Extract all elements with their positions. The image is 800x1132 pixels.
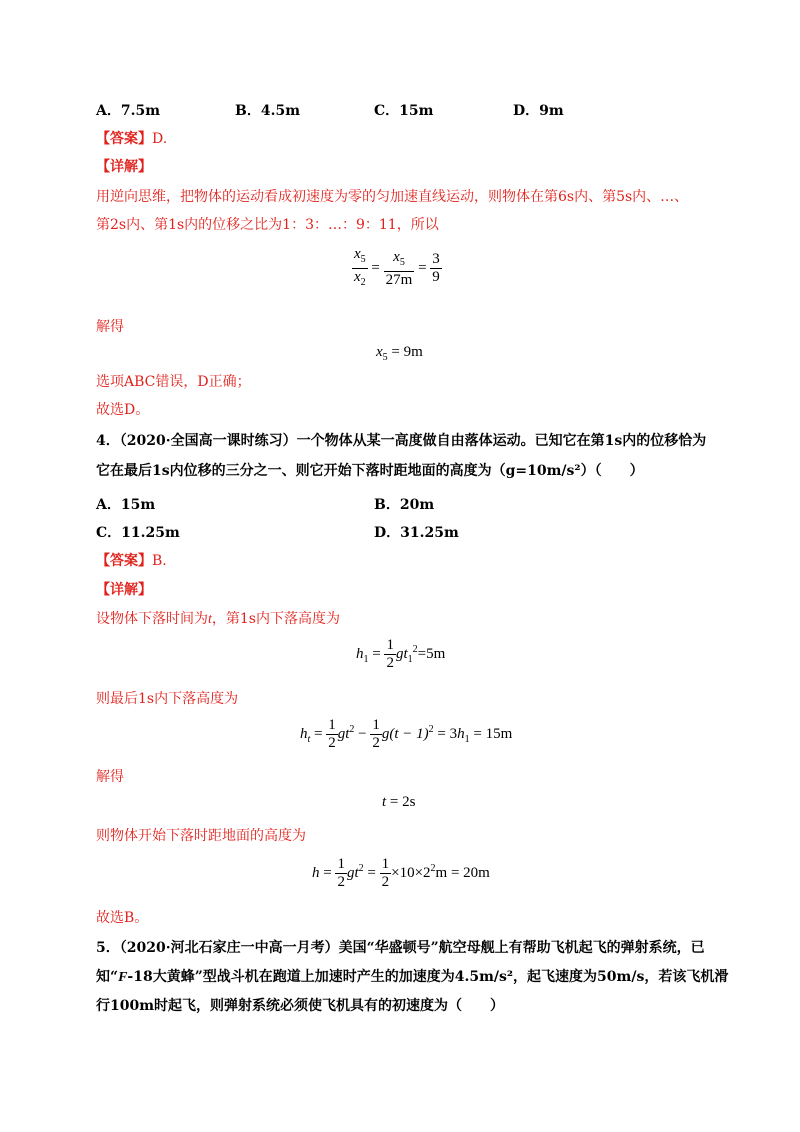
q3-solve-label: 解得 — [96, 319, 124, 335]
q3-detail-label — [96, 157, 152, 177]
q5-stem-line-3: 行100m时起飞，则弹射系统必须使飞机具有的初速度为（ ） — [96, 998, 505, 1014]
q4-equation-ht: $h_t$ = $\frac{1}{2}$ $gt^2$ − $\frac{1}{2}$ $g(t - 1)^2 = 3h_1 = 15m$ — [300, 717, 513, 751]
answer-value: D. — [152, 131, 168, 147]
q3-equation-result: $x_5 = 9m$ — [376, 344, 423, 363]
fraction: $\frac{3}{9}$ — [432, 251, 440, 285]
q3-conclusion-2: 故选D。 — [96, 402, 150, 418]
q4-option-b: B．20m — [374, 497, 435, 513]
q3-answer — [96, 129, 167, 149]
q4-stem-line-2: 它在最后1s内位移的三分之一、则它开始下落时距地面的高度为（g=10m/s²）（ ） — [96, 463, 644, 479]
q4-answer — [96, 551, 167, 571]
q4-explain-line-3: 则物体开始下落时距地面的高度为 — [96, 828, 306, 844]
q4-solve-label: 解得 — [96, 769, 124, 785]
q3-option-a: A．7.5m — [96, 103, 161, 119]
fraction: $\frac{x_5}{27m}$ — [385, 248, 413, 288]
fraction: $\frac{1}{2}$ — [386, 637, 394, 671]
fraction: $\frac{1}{2}$ — [372, 717, 380, 751]
q4-equation-t: t = 2s — [382, 794, 416, 810]
q4-option-a: A．15m — [96, 497, 156, 513]
q4-equation-h1: $h_1$ = $\frac{1}{2}$ $gt_1^2=5m$ — [356, 637, 446, 671]
q3-explain-line-2: 第2s内、第1s内的位移之比为1：3：…：9：11，所以 — [96, 217, 439, 233]
fraction: $\frac{1}{2}$ — [328, 717, 336, 751]
q4-option-d: D．31.25m — [374, 525, 459, 541]
q3-option-b: B．4.5m — [235, 103, 301, 119]
detail-label: 【详解】 — [96, 159, 152, 175]
answer-label: 【答案】 — [96, 553, 152, 569]
q3-option-c: C．15m — [374, 103, 434, 119]
q4-option-c: C．11.25m — [96, 525, 180, 541]
q5-stem-line-2: 知“F-18大黄蜂”型战斗机在跑道上加速时产生的加速度为4.5m/s²，起飞速度为50m/s，若该飞机滑 — [96, 969, 729, 985]
q5-stem-line-1: 5．（2020·河北石家庄一中高一月考）美国“华盛顿号”航空母舰上有帮助飞机起飞的弹射系统，已 — [96, 940, 705, 956]
fraction: $\frac{1}{2}$ — [381, 856, 390, 890]
q4-detail-label — [96, 580, 152, 600]
q4-explain-line-2: 则最后1s内下落高度为 — [96, 691, 239, 707]
q3-option-d: D．9m — [513, 103, 564, 119]
q3-equation-ratio: $\frac{x_5}{x_2}$ = $\frac{x_5}{27m}$ = $\frac{3}{9}$ — [352, 246, 442, 291]
q4-equation-h: h = $\frac{1}{2}$ $gt^2$ = $\frac{1}{2}$ $\times 10\times 2^2m = 20m$ — [312, 856, 490, 890]
fraction: $\frac{1}{2}$ — [337, 856, 345, 890]
q4-stem-line-1: 4．（2020·全国高一课时练习）一个物体从某一高度做自由落体运动。已知它在第1s内的位移恰为 — [96, 433, 707, 449]
q3-explain-line-1: 用逆向思维，把物体的运动看成初速度为零的匀加速直线运动，则物体在第6s内、第5s内、…、 — [96, 189, 689, 205]
answer-label: 【答案】 — [96, 131, 152, 147]
fraction: $\frac{x_5}{x_2}$ — [354, 246, 366, 288]
answer-value: B. — [152, 553, 167, 569]
q4-conclusion: 故选B。 — [96, 910, 149, 926]
detail-label: 【详解】 — [96, 582, 152, 598]
q3-conclusion-1: 选项ABC错误，D正确； — [96, 374, 251, 390]
q4-explain-line-1: 设物体下落时间为t，第1s内下落高度为 — [96, 611, 340, 627]
